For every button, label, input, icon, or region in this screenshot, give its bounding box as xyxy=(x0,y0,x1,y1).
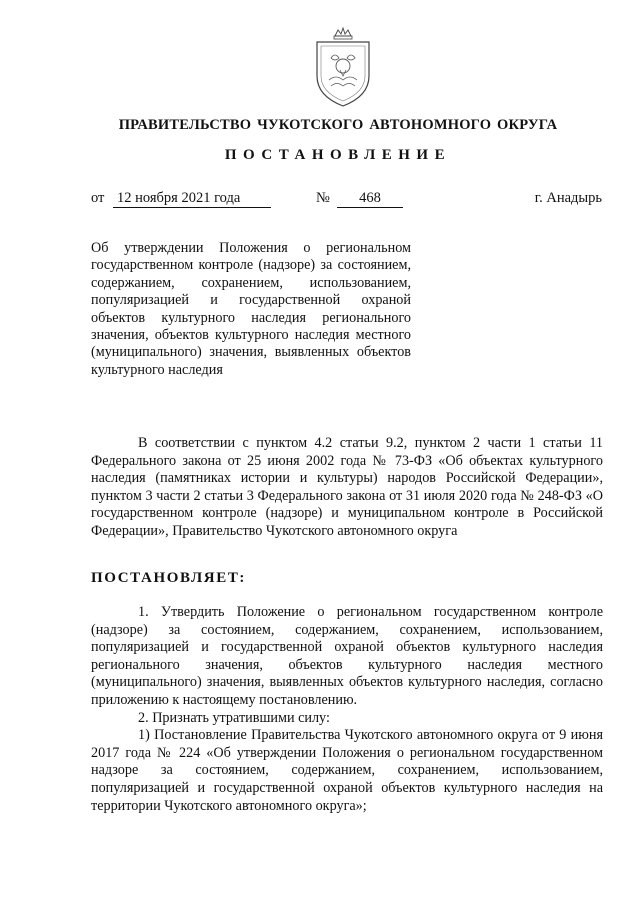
document-city: г. Анадырь xyxy=(534,190,602,206)
document-body xyxy=(91,604,603,815)
document-number: 468 xyxy=(337,190,403,208)
document-meta-row xyxy=(91,190,602,210)
paragraph-2: 2. Признать утратившими силу: xyxy=(138,709,330,726)
paragraph-3: 1) Постановление Правительства Чукотского автономного округа от 9 июня 2017 года № 224 «Об утверждении Положения о региональном государственном надзоре за состоянием, содержанием, сохранением, использованием, популяризацией и государственной охраной объектов культурного наследия на территории Чукотского автономного округа»; xyxy=(91,727,603,814)
date-prefix-label: от xyxy=(91,190,105,206)
resolve-heading: ПОСТАНОВЛЯЕТ: xyxy=(91,570,247,586)
number-sign-label: № xyxy=(316,190,330,206)
document-type-title: ПОСТАНОВЛЕНИЕ xyxy=(224,147,452,163)
coat-of-arms-emblem xyxy=(311,26,375,108)
document-date: 12 ноября 2021 года xyxy=(113,190,271,208)
document-subject: Об утверждении Положения о региональном государственном контроле (надзоре) за состоянием, содержанием, сохранением, использованием, популяризацией и государственной охраной объектов культурного наследия регионального значения, объектов культурного наследия местного (муниципального) значения, выявленных объектов культурного наследия xyxy=(91,240,411,378)
preamble-paragraph: В соответствии с пунктом 4.2 статьи 9.2, пунктом 2 части 1 статьи 11 Федерального закона от 25 июня 2002 года № 73-ФЗ «Об объектах культурного наследия (памятниках истории и культуры) народов Российской Федерации», пунктом 3 части 2 статьи 3 Федерального закона от 31 июля 2020 года № 248-ФЗ «О государственном контроле (надзоре) и муниципальном контроле в Российской Федерации», Правительство Чукотского автономного округа xyxy=(91,435,603,539)
government-title: ПРАВИТЕЛЬСТВО ЧУКОТСКОГО АВТОНОМНОГО ОКРУГА xyxy=(118,117,558,133)
paragraph-1: 1. Утвердить Положение о региональном государственном контроле (надзоре) за состоянием, содержанием, сохранением, использованием, популяризацией и государственной охраной объектов культурного наследия регионального значения, объектов культурного наследия местного (муниципального) значения, выявленных объектов культурного наследия, согласно приложению к настоящему постановлению. xyxy=(91,604,603,708)
